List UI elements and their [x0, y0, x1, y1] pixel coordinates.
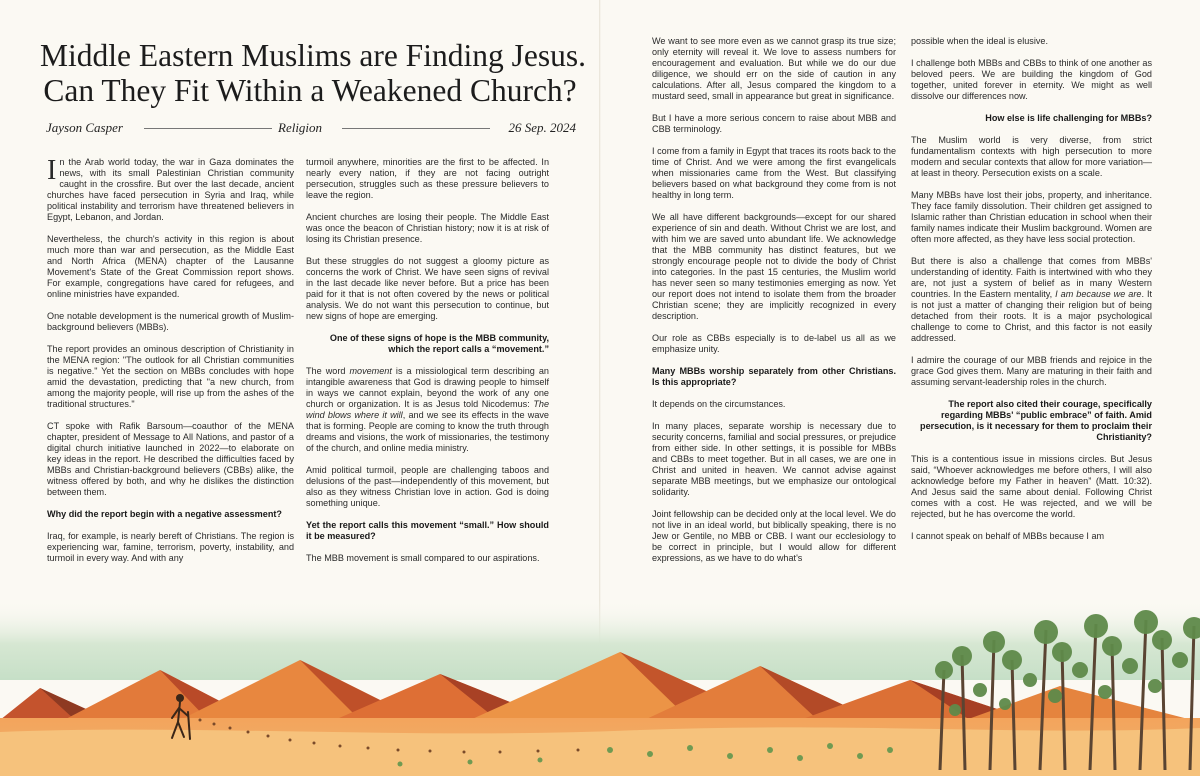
paragraph: Our role as CBBs especially is to de-label us all as we emphasize unity. [652, 333, 896, 354]
paragraph: In many places, separate worship is necessary due to security concerns, familial and social pressures, or prejudice from either side. In other settings, it is possible for MBBs and CBBs to meet together. But in all cases, we are one in Christ and united in heaven. We cannot advise against separate MBB meetings, but we emphasize our ontological solidarity. [652, 421, 896, 497]
paragraph: I admire the courage of our MBB friends and rejoice in the grace God gives them. Many are maturing in their faith and assuming servant-leadership roles in the church. [911, 355, 1152, 387]
paragraph: Iraq, for example, is nearly bereft of Christians. The region is experiencing war, famine, terrorism, poverty, instability, and turmoil in every way. And with any [47, 531, 294, 563]
paragraph: But I have a more serious concern to raise about MBB and CBB terminology. [652, 113, 896, 134]
article-column-3 [652, 36, 896, 575]
headline-line-2: Can They Fit Within a Weakened Church? [43, 73, 577, 108]
paragraph: I cannot speak on behalf of MBBs because I am [911, 531, 1105, 541]
paragraph: Joint fellowship can be decided only at the local level. We do not live in an ideal world, but biblically speaking, there is no Jew or Gentile, no MBB or CBB. I want our ecclesiology to be correct in principle, but I would allow for different expressions, as we have to do what's [652, 509, 896, 563]
paragraph: I challenge both MBBs and CBBs to think of one another as beloved peers. We are building the kingdom of God together, united forever in eternity. We might as well dissolve our differences now. [911, 58, 1152, 101]
paragraph: One notable development is the numerical growth of Muslim-background believers (MBBs). [47, 311, 294, 332]
paragraph: The word movement is a missiological term describing an intangible awareness that God is drawing people to himself in ways we cannot explain, beyond the work of any one church or organization. It is as Jesus told Nicodemus: The wind blows where it will, and we see its effects in the wave that is forming. People are coming to know the truth through dreams and visions, the work of missionaries, the testimony of the church, and online media ministry. [306, 366, 549, 453]
paragraph: We want to see more even as we cannot grasp its true size; only eternity will reveal it. We love to assess numbers for encouragement and evaluation. But while we do our due diligence, we should err on the side of caution in any calculations. After all, Jesus compared the kingdom to a mustard seed, small in appearance but great in significance. [652, 36, 896, 101]
paragraph: This is a contentious issue in missions circles. But Jesus said, “Whoever acknowledges me before others, I will also acknowledge before my Father in heaven” (Matt. 10:32). And Jesus said the same about denial. Following Christ comes with a cost. He was rejected, and we will be rejected, but he has overcome the world. [911, 454, 1152, 519]
interview-question: Yet the report calls this movement “small.” How should it be measured? [306, 520, 549, 541]
section-name: Religion [278, 120, 323, 135]
byline-rule-left [144, 128, 272, 129]
paragraph: Many MBBs have lost their jobs, property, and inheritance. They face family dissolution. Their children get assigned to Islamic rather than Christian education in school when their family names indicate their Muslim background. Women are often more affected, as they have less social protection. [911, 190, 1152, 244]
publish-date: 26 Sep. 2024 [508, 120, 576, 135]
paragraph: The MBB movement is small compared to our aspirations. [306, 553, 540, 563]
interview-question: Many MBBs worship separately from other Christians. Is this appropriate? [652, 366, 896, 387]
paragraph: CT spoke with Rafik Barsoum—coauthor of the MENA chapter, president of Message to All Nations, and pastor of a digital church initiative launched in 2022—to elaborate on key ideas in the report. He described the difficulties faced by MBBs and Christian-background believers (CBBs) alike, the witness offered by both, and why he dislikes the distinction between them. [47, 421, 294, 497]
paragraph: The Muslim world is very diverse, from strict fundamentalism contexts with high persecution to more modern and secular contexts that allow for more variation—at least in theory. Persecution exists on a scale. [911, 135, 1152, 178]
paragraph: possible when the ideal is elusive. [911, 36, 1048, 46]
paragraph: But there is also a challenge that comes from MBBs' understanding of identity. Faith is intertwined with who they are, not just a system of belief as in many Western countries. In the Eastern mentality, I am because we are. It is not just a matter of changing their religion but of being detached from their roots. It is a major psychological challenge to come to Christ, and this factor is not easily addressed. [911, 256, 1153, 343]
interview-question: The report also cited their courage, specifically regarding MBBs' “public embrace” of faith. Amid persecution, is it necessary for them to proclaim their Christianity? [920, 399, 1152, 442]
sand-foreground [0, 727, 1200, 776]
article-column-2 [306, 157, 549, 575]
interview-question: Why did the report begin with a negative assessment? [47, 509, 282, 519]
article-column-1 [47, 157, 294, 575]
drop-cap: I [47, 155, 57, 186]
interview-question: One of these signs of hope is the MBB community, which the report calls a “movement.” [329, 333, 549, 354]
paragraph: Ancient churches are losing their people. The Middle East was once the beacon of Christian history; now it is at risk of losing its Christian presence. [306, 212, 549, 244]
interview-question: How else is life challenging for MBBs? [985, 113, 1152, 123]
article-headline [40, 38, 586, 108]
paragraph: It depends on the circumstances. [652, 399, 786, 409]
byline-rule-right [342, 128, 490, 129]
paragraph: Amid political turmoil, people are challenging taboos and delusions of the past—independently of this movement, but also as they witness Christian love in action. God is doing something unique. [306, 465, 549, 508]
paragraph: Nevertheless, the church's activity in this region is about much more than war and persecution, as the Middle East and North Africa (MENA) chapter of the Lausanne Movement's State of the Great Commission report shows. For example, congregations have cared for refugees, and online ministries have expanded. [47, 234, 294, 299]
paragraph: In the Arab world today, the war in Gaza dominates the news, with its small Palestinian Christian community caught in the crossfire. But over the last decade, ancient churches have faced persecution in Syria and Iraq, while political instability and terrorism have threatened believers in Egypt, Lebanon, and Jordan. [47, 155, 294, 222]
byline-bar [46, 120, 576, 136]
desert-illustration [0, 600, 1200, 776]
paragraph: But these struggles do not suggest a gloomy picture as concerns the work of Christ. We have seen signs of revival in the last decade like never before. But a price has been paid for it that is not often covered by the news or political analysis. We do not want this persecution to continue, but new signs of hope are emerging. [306, 256, 549, 321]
paragraph: We all have different backgrounds—except for our shared experience of sin and death. Without Christ we are lost, and with him we are saved unto abundant life. We acknowledge that the MBB community has distinct features, but we strongly encourage people not to divide the body of Christ into categories. In the past 15 centuries, the Muslim world has never seen so many testimonies emerging as now. Yet our report does not intend to isolate them from the broader Christian scene; they are implicitly recognized in every description. [652, 212, 896, 321]
paragraph: turmoil anywhere, minorities are the first to be affected. In nearly every nation, if they are not facing outright persecution, struggles such as these pressure believers to leave the region. [306, 157, 549, 200]
article-column-4 [911, 36, 1152, 553]
author-name: Jayson Casper [46, 120, 123, 135]
headline-line-1: Middle Eastern Muslims are Finding Jesus. [40, 38, 586, 73]
paragraph: I come from a family in Egypt that traces its roots back to the time of Christ. And we were among the first evangelicals when missionaries came from the West. But classifying believers based on what background they come from is not healthy in long term. [652, 146, 896, 200]
paragraph: The report provides an ominous description of Christianity in the MENA region: "The outlook for all Christian communities is negative." Yet the section on MBBs concludes with hope amid the devastation, predicting that "a new church, from among the majority people, will rise up from the ashes of the traditional structures." [47, 344, 294, 409]
